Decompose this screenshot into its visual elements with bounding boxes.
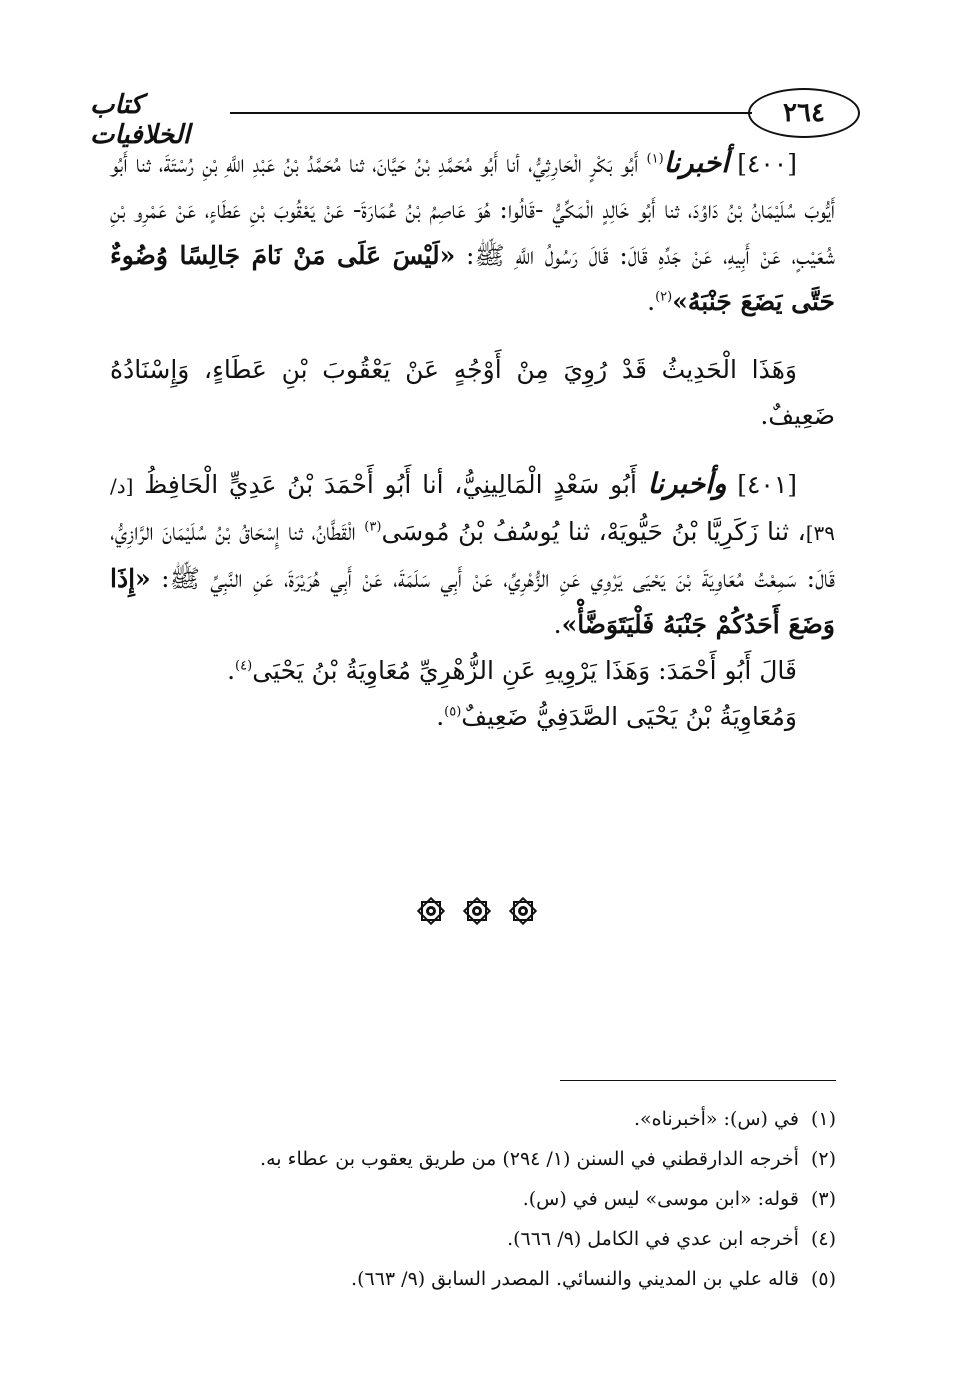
commentary-paragraph (110, 347, 835, 439)
footnote-item (196, 1099, 836, 1139)
isnad-text: أَبُو بَكْرٍ الْحَارِثِيُّ، أنا أَبُو مُحَمَّدِ بْنُ حَيَّانَ، ثنا مُحَمَّدُ بْنُ عَبْدِ اللَّهِ بْنِ رُسْتَةَ، ثنا أَبُو أَيُّوبَ سُلَيْمَانُ بْنُ دَاوُدَ، ثنا أَبُو خَالِدٍ الْمَكِّيُّ -قَالُوا: هُوَ عَاصِمُ بْنُ عُمَارَةَ- عَنْ يَعْقُوبَ بْنِ عَطَاءٍ، عَنْ عَمْرِو بْنِ شُعَيْبٍ، عَنْ أَبِيهِ، عَنْ جَدِّهِ قَالَ: قَالَ رَسُولُ اللَّهِ ﷺ: (110, 149, 835, 270)
isnad-text: ، ثنا زَكَرِيَّا بْنُ حَيُّويَهْ، ثنا يُوسُفُ بْنُ مُوسَى (381, 517, 806, 546)
hadith-401: [٤٠١] وأخبرنا أَبُو سَعْدٍ الْمَالِينِيُّ، أنا أَبُو أَحْمَدَ بْنُ عَدِيٍّ الْحَافِظُ [د/ ٣٩]، ثنا زَكَرِيَّا بْنُ حَيُّويَهْ، ثنا يُوسُفُ بْنُ مُوسَى$^{(٣)}$ الْقَطَّانُ، ثنا إِسْحَاقُ بْنُ سُلَيْمَانَ الرَّازِيُّ، قَالَ: سَمِعْتُ مُعَاوِيَةَ بْنَ يَحْيَى يَرْوِي عَنِ الزُّهْرِيِّ، عَنْ أَبِي سَلَمَةَ، عَنْ أَبِي هُرَيْرَةَ، عَنِ النَّبِيِّ ﷺ: «إِذَا وَضَعَ أَحَدُكُمْ جَنْبَهُ فَلْيَتَوَضَّأْ». قَالَ أَبُو أَحْمَدَ: وَهَذَا يَرْوِيهِ عَنِ الزُّهْرِيِّ مُعَاوِيَةُ بْنُ يَحْيَى$^{(٤)}$. وَمُعَاوِيَةُ بْنُ يَحْيَى الصَّدَفِيُّ ضَعِيفٌ$^{(٥)}$. (110, 467, 835, 731)
footnote-number: (٣) (810, 1188, 836, 1210)
footnote-number: (٢) (810, 1148, 836, 1170)
footnote-number: (٥) (810, 1268, 836, 1290)
commentary-text: وَهَذَا الْحَدِيثُ قَدْ رُوِيَ مِنْ أَوْجُهٍ عَنْ يَعْقُوبَ بْنِ عَطَاءٍ، وَإِسْنَادُهُ ضَعِيفٌ. (110, 355, 835, 430)
page-number-badge (748, 88, 860, 138)
footnote-separator (560, 1080, 836, 1081)
transmission-verb: وأخبرنا (647, 467, 727, 500)
footnote-item (196, 1259, 836, 1299)
eight-point-rosette-icon (462, 896, 492, 926)
footnote-item (196, 1219, 836, 1259)
footnote-number: (٤) (810, 1228, 836, 1250)
running-title: كتاب الخلافيات (90, 90, 191, 150)
footnote-item (196, 1179, 836, 1219)
hadith-matn: «لَيْسَ عَلَى مَنْ نَامَ جَالِسًا وُضُوءٌ حَتَّى يَضَعَ جَنْبَهُ» (110, 241, 835, 316)
eight-point-rosette-icon (416, 896, 446, 926)
hadith-matn: «إِذَا وَضَعَ أَحَدُكُمْ جَنْبَهُ فَلْيَتَوَضَّأْ» (110, 564, 835, 639)
transmission-verb: أخبرنا (663, 146, 729, 179)
hadith-number: [٤٠١] (737, 470, 798, 499)
page-header (90, 88, 860, 150)
footnote-text: في (س): «أخبرناه». (633, 1108, 799, 1130)
footnote-text: أخرجه الدارقطني في السنن (١/ ٢٩٤) من طريق يعقوب بن عطاء به. (260, 1148, 799, 1170)
hadith-number: [٤٠٠] (737, 149, 798, 178)
footnote-text: قاله علي بن المديني والنسائي. المصدر السابق (٩/ ٦٦٣). (351, 1268, 799, 1290)
footnote-marker[interactable]: (٣) (364, 519, 382, 535)
footnote-text: قوله: «ابن موسى» ليس في (س). (522, 1188, 799, 1210)
footnote-text: أخرجه ابن عدي في الكامل (٩/ ٦٦٦). (507, 1228, 799, 1250)
hadith-400: [٤٠٠] أخبرنا$^{(١)}$ أَبُو بَكْرٍ الْحَارِثِيُّ، أنا أَبُو مُحَمَّدِ بْنُ حَيَّانَ، ثنا مُحَمَّدُ بْنُ عَبْدِ اللَّهِ بْنِ رُسْتَةَ، ثنا أَبُو أَيُّوبَ سُلَيْمَانُ بْنُ دَاوُدَ، ثنا أَبُو خَالِدٍ الْمَكِّيُّ -قَالُوا: هُوَ عَاصِمُ بْنُ عُمَارَةَ- عَنْ يَعْقُوبَ بْنِ عَطَاءٍ، عَنْ عَمْرِو بْنِ شُعَيْبٍ، عَنْ أَبِيهِ، عَنْ جَدِّهِ قَالَ: قَالَ رَسُولُ اللَّهِ ﷺ: «لَيْسَ عَلَى مَنْ نَامَ جَالِسًا وُضُوءٌ حَتَّى يَضَعَ جَنْبَهُ»$^{(٢)}$. (110, 146, 835, 316)
footnote-marker[interactable]: (٤) (235, 658, 253, 674)
footnote-marker[interactable]: (١) (646, 151, 664, 167)
commentary-text: وَمُعَاوِيَةُ بْنُ يَحْيَى الصَّدَفِيُّ ضَعِيفٌ (461, 702, 797, 731)
footnote-marker[interactable]: (٢) (655, 289, 673, 305)
eight-point-rosette-icon (508, 896, 538, 926)
section-divider-ornaments (0, 896, 954, 926)
footnote-item (196, 1139, 836, 1179)
footnote-number: (١) (810, 1108, 836, 1130)
manuscript-reference: [د/ ٣٩] (110, 474, 835, 545)
footnote-marker[interactable]: (٥) (444, 704, 462, 720)
isnad-text: أَبُو سَعْدٍ الْمَالِينِيُّ، أنا أَبُو أَحْمَدَ بْنُ عَدِيٍّ الْحَافِظُ (144, 470, 637, 499)
page-number: ٢٦٤ (783, 98, 825, 128)
main-text (110, 140, 835, 740)
commentary-text: قَالَ أَبُو أَحْمَدَ: وَهَذَا يَرْوِيهِ عَنِ الزُّهْرِيِّ مُعَاوِيَةُ بْنُ يَحْيَى (252, 656, 797, 685)
header-rule (230, 112, 752, 114)
footnotes (196, 1099, 836, 1299)
isnad-text: الْقَطَّانُ، ثنا إِسْحَاقُ بْنُ سُلَيْمَانَ الرَّازِيُّ، قَالَ: سَمِعْتُ مُعَاوِيَةَ بْنَ يَحْيَى يَرْوِي عَنِ الزُّهْرِيِّ، عَنْ أَبِي سَلَمَةَ، عَنْ أَبِي هُرَيْرَةَ، عَنِ النَّبِيِّ ﷺ: (110, 517, 835, 593)
